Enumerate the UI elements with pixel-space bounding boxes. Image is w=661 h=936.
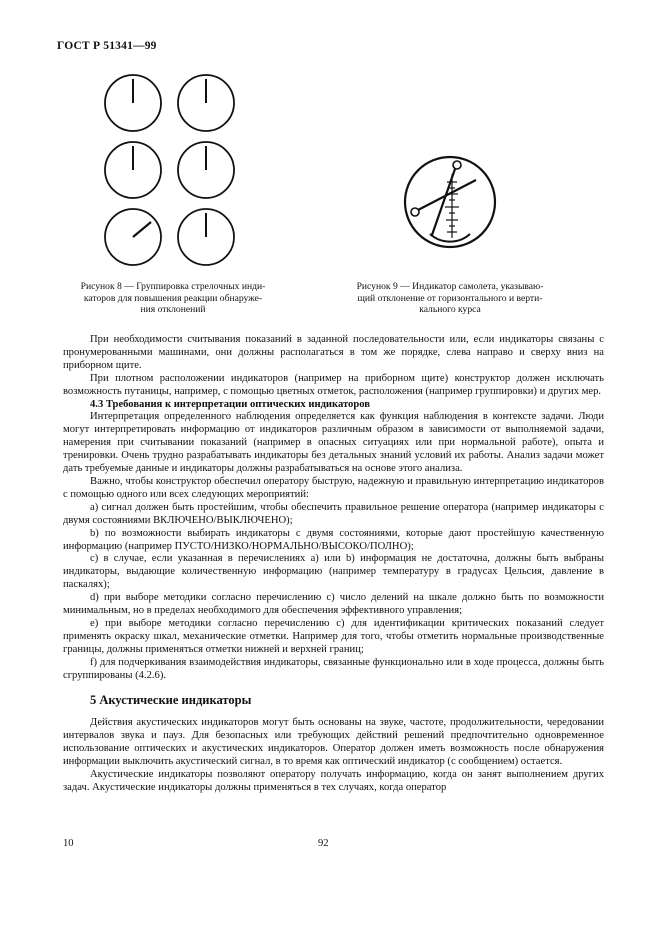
page-number-center: 92 [318, 838, 329, 849]
dial-2 [178, 75, 234, 131]
dial-4 [178, 142, 234, 198]
paragraph: Действия акустических индикаторов могут быть основаны на звуке, частоте, продолжительности, чередовании интервалов звука и пауз. Для безопасных или требующих действий решений предпочтительно одновременное использование оптических и акустических индикаторов. Оператор должен иметь возможность после обнаружения информации выключить акустический сигнал, в то время как оптический индикатор (с сообщением) остается. [63, 717, 604, 768]
dial-1 [105, 75, 161, 131]
dial-5-deviated [105, 209, 161, 265]
page-number-left: 10 [63, 838, 74, 849]
paragraph: При плотном расположении индикаторов (например на приборном щите) конструктор должен исключать возможность путаницы, например, с помощью цветных отметок, расположения (например группировки) и других мер. [63, 372, 604, 397]
vertical-needle-tip [453, 161, 461, 169]
figure-8-dials [100, 70, 240, 270]
list-item: е) при выборе методики согласно перечислению с) для идентификации критических показаний следует применять окраску шкал, механические отметки. Например для того, чтобы отметить нормальные производственные границы, должны применяться отметки нижней и верхней границ; [63, 617, 604, 655]
bottom-arc [430, 234, 470, 242]
list-item: f) для подчеркивания взаимодействия индикаторы, связанные функционально или в ходе процесса, должны быть сгруппированы (4.2.6). [63, 656, 604, 681]
section-heading-4-3: 4.3 Требования к интерпретации оптических индикаторов [90, 398, 370, 410]
document-header: ГОСТ Р 51341—99 [57, 40, 157, 52]
figure-8-caption: Рисунок 8 — Группировка стрелочных инди- каторов для повышения реакции обнаруже- ния отклонений [80, 281, 266, 315]
paragraph: При необходимости считывания показаний в заданной последовательности или, если индикаторы связаны с пронумерованными машинами, они должны располагаться в том же порядке, слева направо и сверху вниз на приборном щите. [63, 334, 604, 371]
list-item: b) по возможности выбирать индикаторы с двумя состояниями, которые дают простейшую качественную информацию (например ПУСТО/НИЗКО/НОРМАЛЬНО/ВЫСОКО/ПОЛНО); [63, 527, 604, 552]
indicator-bezel [405, 157, 495, 247]
figure-9-caption: Рисунок 9 — Индикатор самолета, указываю- щий отклонение от горизонтального и верти- кального курса [356, 281, 544, 315]
body-text [63, 334, 604, 795]
section-heading-5: 5 Акустические индикаторы [90, 693, 252, 708]
list-item: а) сигнал должен быть простейшим, чтобы обеспечить правильное решение оператора (например индикаторы с двумя состояниями ВКЛЮЧЕНО/ВЫКЛЮЧЕНО); [63, 501, 604, 526]
list-item: d) при выборе методики согласно перечислению с) число делений на шкале должно быть по возможности минимальным, но в пределах необходимого для обеспечения эффективного управления; [63, 592, 604, 617]
list-item: с) в случае, если указанная в перечислениях а) или b) информация не достаточна, должны быть выбраны индикаторы, выдающие количественную информацию (например температуру в градусах Цельсия, давление в паскалях); [63, 553, 604, 591]
horizontal-course-needle [418, 180, 476, 210]
horizontal-needle-tip [411, 208, 419, 216]
dial-6 [178, 209, 234, 265]
dial-3 [105, 142, 161, 198]
paragraph: Важно, чтобы конструктор обеспечил оператору быструю, надежную и правильную интерпретацию индикаторов с помощью одного или всех следующих мероприятий: [63, 475, 604, 500]
figure-9-aircraft-indicator [400, 152, 500, 252]
paragraph: Акустические индикаторы позволяют оператору получать информацию, когда он занят выполнением других задач. Акустические индикаторы должны применяться в тех случаях, когда оператор [63, 769, 604, 793]
paragraph: Интерпретация определенного наблюдения определяется как функция наблюдения в контексте задачи. Люди могут интерпретировать информацию от индикаторов различным образом в зависимости от выполняемой задачи, намерения при считывании показаний (например в опасных ситуациях или при нормальной работе), опыта и тренировки. Очень трудно разрабатывать индикаторы без детальных знаний условий их работы. Анализ задачи может дать требуемые данные и индикаторы должны разрабатываться на основе этого анализа. [63, 411, 604, 475]
vertical-scale [445, 174, 459, 238]
